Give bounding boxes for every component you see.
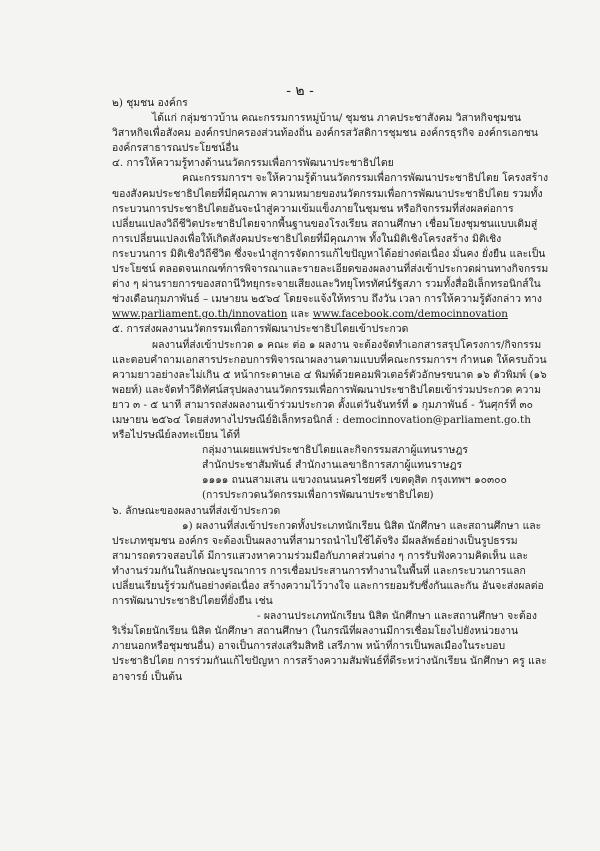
address-line: กลุ่มงานเผยแพร่ประชาธิปไตยและกิจกรรมสภาผู้แทนราษฎร: [202, 444, 468, 457]
address-line: (การประกวดนวัตกรรมเพื่อการพัฒนาประชาธิปไตย): [202, 489, 434, 502]
section-2-subtitle: ๒) ชุมชน องค์กร: [112, 97, 188, 109]
section-6-paragraph-1: ๑) ผลงานที่ส่งเข้าประกวดทั้งประเภทนักเรียน นิสิต นักศึกษา และสถานศึกษา และประเภทชุมชน องค์กร จะต้องเป็นผลงานที่สามารถนำไปใช้ได้จริง มีผลลัพธ์อย่างเป็นรูปธรรม สามารถตรวจสอบได้ มีการแสวงหาความร่วมมือกับภาคส่วนต่าง ๆ การรับฟังความคิดเห็น และทำงานร่วมกันในลักษณะบูรณาการ การเชื่อมประสานการทำงานในพื้นที่ และกระบวนการแลกเปลี่ยนเรียนรู้ร่วมกันอย่างต่อเนื่อง สร้างความไว้วางใจ และการยอมรับซึ่งกันและกัน อันจะส่งผลต่อการพัฒนาประชาธิปไตยที่ยั่งยืน เช่น: [112, 519, 544, 608]
section-5-title: ๕. การส่งผลงานนวัตกรรมเพื่อการพัฒนาประชาธิปไตยเข้าประกวด: [112, 323, 409, 336]
facebook-page-link[interactable]: www.facebook.com/democinnovation: [312, 308, 508, 321]
document-body: [112, 96, 552, 685]
innovation-website-link[interactable]: www.parliament.go.th/innovation: [112, 308, 288, 321]
section-4-text: คณะกรรมการฯ จะให้ความรู้ด้านนวัตกรรมเพื่อการพัฒนาประชาธิปไตย โครงสร้างของสังคมประชาธิปไตยที่มีคุณภาพ ความหมายของนวัตกรรมเพื่อการพัฒนาประชาธิปไตย รวมทั้งกระบวนการประชาธิปไตยอันจะนำสู่ความเข้มแข็งภายในชุมชน หรือกิจกรรมที่ส่งผลต่อการเปลี่ยนแปลงวิถีชีวิตประชาธิปไตยจากพื้นฐานของโรงเรียน สถานศึกษา เชื่อมโยงชุมชนแบบเดิมสู่การเปลี่ยนแปลงเพื่อให้เกิดสังคมประชาธิปไตยที่มีคุณภาพ ทั้งในมิติเชิงโครงสร้าง มิติเชิงกระบวนการ มิติเชิงวิถีชีวิต ซึ่งจะนำสู่การจัดการแก้ไขปัญหาได้อย่างต่อเนื่อง มั่นคง ยั่งยืน และเป็นประโยชน์ ตลอดจนเกณฑ์การพิจารณาและรายละเอียดของผลงานที่ส่งเข้าประกวดผ่านทางกิจกรรมต่าง ๆ ผ่านรายการของสถานีวิทยุกระจายเสียงและวิทยุโทรทัศน์รัฐสภา รวมทั้งสื่ออิเล็กทรอนิกส์ในช่วงเดือนกุมภาพันธ์ – เมษายน ๒๕๖๔ โดยจะแจ้งให้ทราบ ถึงวัน เวลา การให้ความรู้ดังกล่าว ทาง: [112, 172, 549, 306]
page-number: - ๒ -: [286, 83, 314, 99]
section-4-title: ๔. การให้ความรู้ทางด้านนวัตกรรมเพื่อการพัฒนาประชาธิปไตย: [112, 157, 394, 170]
section-6-title: ๖. ลักษณะของผลงานที่ส่งเข้าประกวด: [112, 504, 281, 517]
address-line: ๑๑๑๑ ถนนสามเสน แขวงถนนนครไชยศรี เขตดุสิต กรุงเทพฯ ๑๐๓๐๐: [202, 474, 507, 487]
mailing-address: [112, 443, 552, 503]
address-line: สำนักประชาสัมพันธ์ สำนักงานเลขาธิการสภาผู้แทนราษฎร: [202, 459, 463, 472]
and-text: และ: [290, 308, 310, 321]
section-4-paragraph: [112, 171, 552, 322]
section-2-paragraph: ได้แก่ กลุ่มชาวบ้าน คณะกรรมการหมู่บ้าน/ ชุมชน ภาคประชาสังคม วิสาหกิจชุมชน วิสาหกิจเพื่อสังคม องค์กรปกครองส่วนท้องถิ่น องค์กรสวัสดิการชุมชน องค์กรธุรกิจ องค์กรเอกชน องค์กรสาธารณประโยชน์อื่น: [112, 112, 538, 155]
section-6-paragraph-2: - ผลงานประเภทนักเรียน นิสิต นักศึกษา และสถานศึกษา จะต้องริเริ่มโดยนักเรียน นิสิต นักศึกษา สถานศึกษา (ในกรณีที่ผลงานมีการเชื่อมโยงไปยังหน่วยงานภายนอกหรือชุมชนอื่น) อาจเป็นการส่งเสริมสิทธิ เสรีภาพ หน้าที่การเป็นพลเมืองในระบอบประชาธิปไตย การร่วมกันแก้ไขปัญหา การสร้างความสัมพันธ์ที่ดีระหว่างนักเรียน นักศึกษา ครู และอาจารย์ เป็นต้น: [112, 610, 547, 683]
section-5-paragraph: ผลงานที่ส่งเข้าประกวด ๑ คณะ ต่อ ๑ ผลงาน จะต้องจัดทำเอกสารสรุปโครงการ/กิจกรรมและตอบคำถามเอกสารประกอบการพิจารณาผลงานตามแบบที่คณะกรรมการฯ กำหนด ให้ครบถ้วน ความยาวอย่างละไม่เกิน ๕ หน้ากระดาษเอ ๔ พิมพ์ด้วยคอมพิวเตอร์ตัวอักษรขนาด ๑๖ ตัวพิมพ์ (๑๖ พอยท์) และจัดทำวีดิทัศน์สรุปผลงานนวัตกรรมเพื่อการพัฒนาประชาธิปไตยเข้าร่วมประกวด ความยาว ๓ - ๕ นาที สามารถส่งผลงานเข้าร่วมประกวด ตั้งแต่วันจันทร์ที่ ๑ กุมภาพันธ์ - วันศุกร์ที่ ๓๐ เมษายน ๒๕๖๔ โดยส่งทางไปรษณีย์อิเล็กทรอนิกส์ : democinnovation@parliament.go.th หรือไปรษณีย์ลงทะเบียน ได้ที่: [112, 338, 547, 442]
